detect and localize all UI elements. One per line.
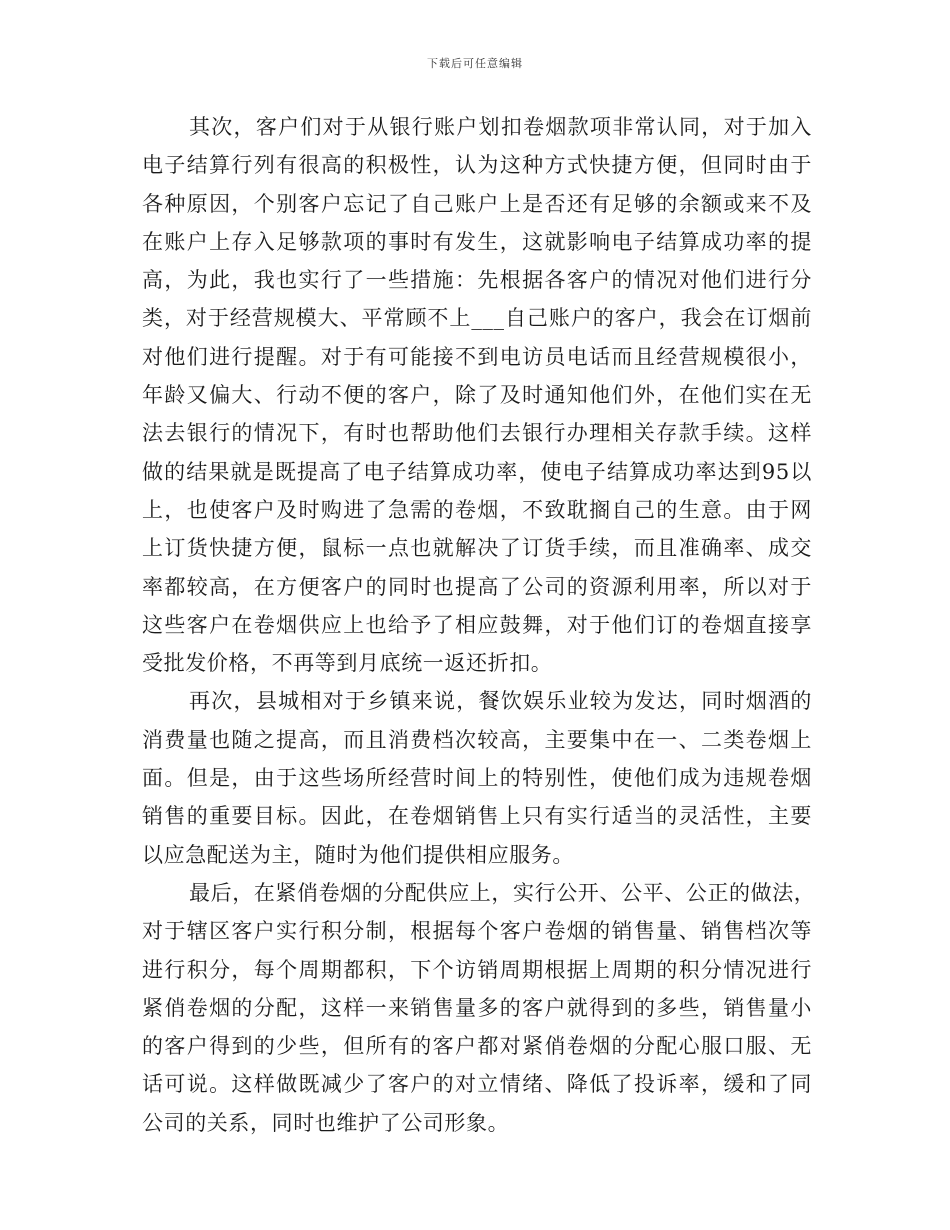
text-line: 话可说。这样做既减少了客户的对立情绪、降低了投诉率，缓和了同 xyxy=(142,1072,812,1097)
paragraph xyxy=(142,682,812,873)
text-line: 对他们进行提醒。对于有可能接不到电访员电话而且经营规模很小， xyxy=(142,344,812,369)
text-line: 的客户得到的少些，但所有的客户都对紧俏卷烟的分配心服口服、无 xyxy=(142,1034,812,1059)
text-line: 法去银行的情况下，有时也帮助他们去银行办理相关存款手续。这样 xyxy=(142,421,812,446)
text-line: 进行积分，每个周期都积，下个访销周期根据上周期的积分情况进行 xyxy=(142,957,812,982)
text-line: 公司的关系，同时也维护了公司形象。 xyxy=(142,1110,510,1135)
document-body xyxy=(142,108,816,1142)
text-line: 类，对于经营规模大、平常顾不上___自己账户的客户，我会在订烟前 xyxy=(142,306,812,331)
text-line: 上，也使客户及时购进了急需的卷烟，不致耽搁自己的生意。由于网 xyxy=(142,497,812,522)
text-line: 上订货快捷方便，鼠标一点也就解决了订货手续，而且准确率、成交 xyxy=(142,536,812,561)
text-line: 这些客户在卷烟供应上也给予了相应鼓舞，对于他们订的卷烟直接享 xyxy=(142,612,812,637)
text-line: 面。但是，由于这些场所经营时间上的特别性，使他们成为违规卷烟 xyxy=(142,766,812,791)
text-line: 最后，在紧俏卷烟的分配供应上，实行公开、公平、公正的做法， xyxy=(189,880,816,905)
text-line: 电子结算行列有很高的积极性，认为这种方式快捷方便，但同时由于 xyxy=(142,153,812,178)
text-line: 年龄又偏大、行动不便的客户，除了及时通知他们外，在他们实在无 xyxy=(142,383,812,408)
text-line: 紧俏卷烟的分配，这样一来销售量多的客户就得到的多些，销售量小 xyxy=(142,995,812,1020)
text-line: 做的结果就是既提高了电子结算成功率，使电子结算成功率达到95以 xyxy=(142,459,812,484)
text-line: 高，为此，我也实行了一些措施：先根据各客户的情况对他们进行分 xyxy=(142,268,812,293)
text-line: 受批发价格，不再等到月底统一返还折扣。 xyxy=(142,651,553,676)
text-line: 各种原因，个别客户忘记了自己账户上是否还有足够的余额或来不及 xyxy=(142,191,812,216)
text-line: 销售的重要目标。因此，在卷烟销售上只有实行适当的灵活性，主要 xyxy=(142,804,812,829)
text-line: 消费量也随之提高，而且消费档次较高，主要集中在一、二类卷烟上 xyxy=(142,727,812,752)
page-header: 下载后可任意编辑 xyxy=(427,57,523,70)
paragraph xyxy=(142,108,812,682)
text-line: 在账户上存入足够款项的事时有发生，这就影响电子结算成功率的提 xyxy=(142,229,812,254)
paragraph xyxy=(142,874,816,1142)
text-line: 率都较高，在方便客户的同时也提高了公司的资源利用率，所以对于 xyxy=(142,574,812,599)
text-line: 对于辖区客户实行积分制，根据每个客户卷烟的销售量、销售档次等 xyxy=(142,919,812,944)
text-line: 其次，客户们对于从银行账户划扣卷烟款项非常认同，对于加入 xyxy=(189,115,812,139)
text-line: 再次，县城相对于乡镇来说，餐饮娱乐业较为发达，同时烟酒的 xyxy=(189,689,812,714)
text-line: 以应急配送为主，随时为他们提供相应服务。 xyxy=(142,842,574,867)
